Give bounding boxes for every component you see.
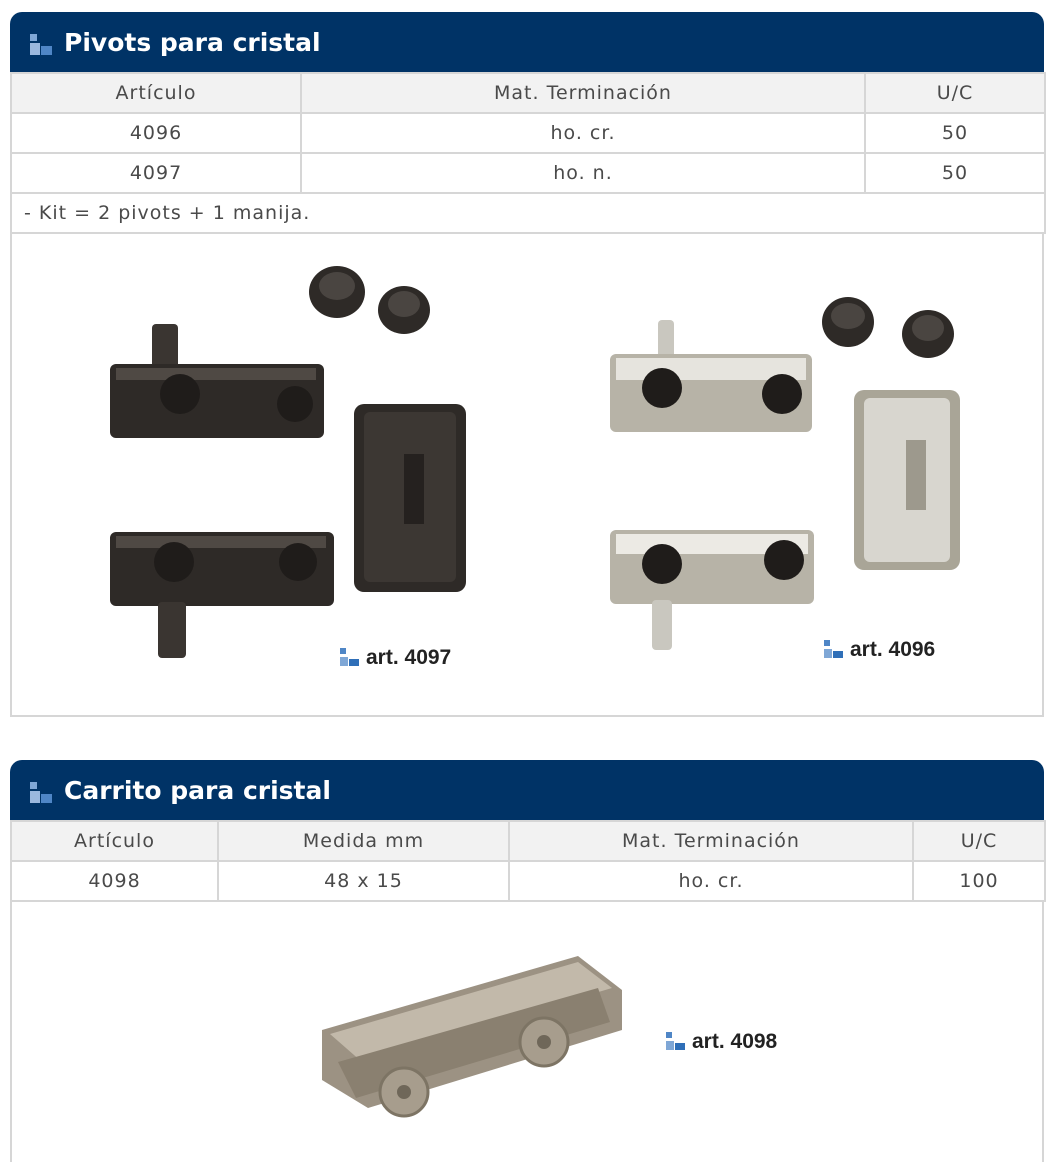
art-label-text: art. 4098 — [692, 1030, 778, 1053]
product-image-panel — [10, 902, 1044, 1162]
column-header: Artículo — [11, 73, 301, 113]
table-cell: ho. cr. — [301, 113, 865, 153]
column-header: Mat. Terminación — [301, 73, 865, 113]
small-squares-icon — [340, 648, 360, 668]
art-label-4097 — [340, 646, 451, 670]
small-squares-icon — [666, 1032, 686, 1052]
section-pivots — [10, 12, 1044, 717]
table-row — [11, 113, 1045, 153]
kit-note: - Kit = 2 pivots + 1 manija. — [11, 193, 1045, 233]
squares-icon — [30, 34, 54, 58]
section-header — [10, 12, 1044, 72]
art-label-text: art. 4096 — [850, 638, 936, 661]
column-header: Medida mm — [218, 821, 509, 861]
table-cell: ho. cr. — [509, 861, 913, 901]
table-cell: 4096 — [11, 113, 301, 153]
column-header: Artículo — [11, 821, 218, 861]
table-row — [11, 153, 1045, 193]
product-table — [10, 820, 1046, 902]
carrito-illustration — [12, 902, 1042, 1160]
table-cell: 4098 — [11, 861, 218, 901]
section-carrito — [10, 760, 1044, 1162]
section-title: Pivots para cristal — [64, 27, 321, 57]
section-header — [10, 760, 1044, 820]
table-row — [11, 861, 1045, 901]
table-cell: 50 — [865, 113, 1045, 153]
table-cell: 48 x 15 — [218, 861, 509, 901]
art-label-text: art. 4097 — [366, 646, 452, 669]
small-squares-icon — [824, 640, 844, 660]
product-table — [10, 72, 1046, 234]
art-label-4096 — [824, 638, 935, 662]
carrito-image — [322, 956, 622, 1116]
pivot-kit-chrome-image — [610, 297, 960, 650]
table-cell: 100 — [913, 861, 1045, 901]
column-header: U/C — [913, 821, 1045, 861]
section-title: Carrito para cristal — [64, 775, 331, 805]
column-header: Mat. Terminación — [509, 821, 913, 861]
pivot-kit-dark-image — [110, 266, 466, 658]
product-image-panel — [10, 234, 1044, 717]
column-header: U/C — [865, 73, 1045, 113]
table-cell: 4097 — [11, 153, 301, 193]
squares-icon — [30, 782, 54, 806]
note-row — [11, 193, 1045, 233]
table-cell: ho. n. — [301, 153, 865, 193]
table-header-row — [11, 73, 1045, 113]
table-header-row — [11, 821, 1045, 861]
art-label-4098 — [666, 1030, 777, 1054]
table-cell: 50 — [865, 153, 1045, 193]
